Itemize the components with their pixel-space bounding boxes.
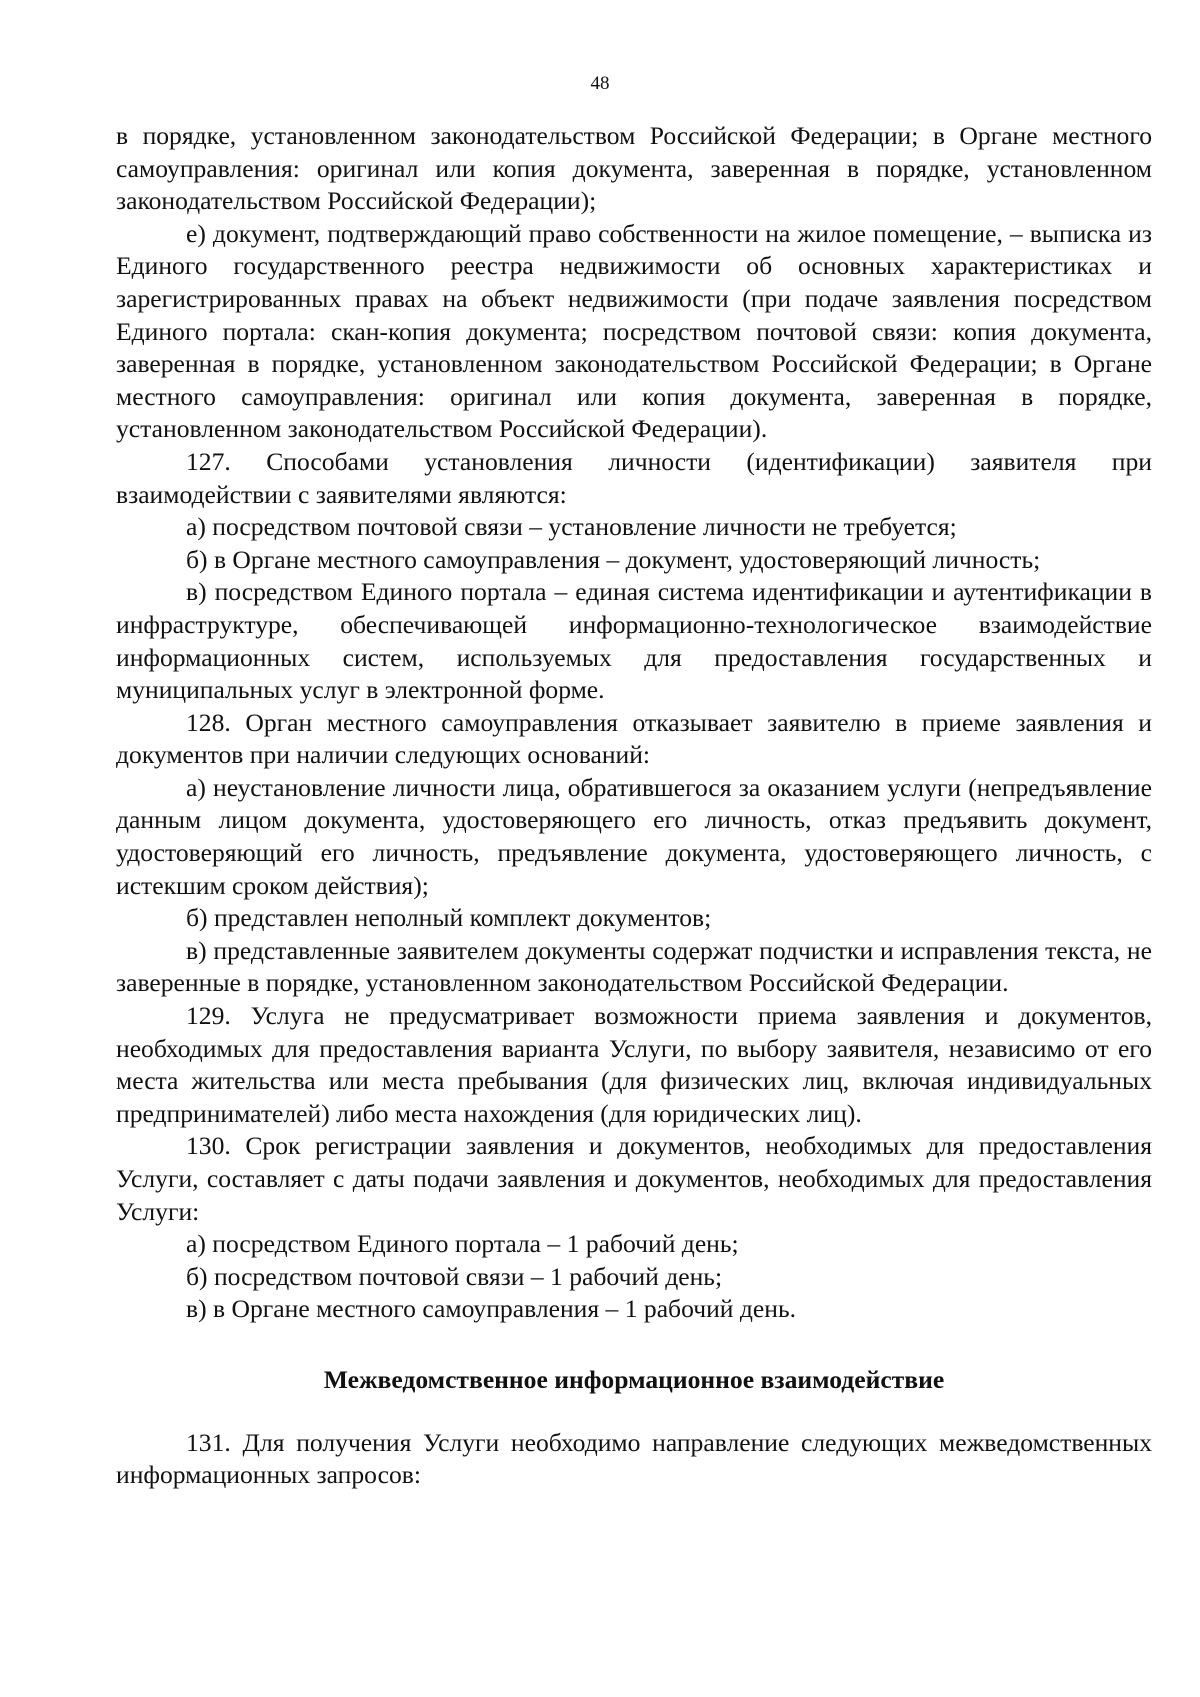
section-heading: Межведомственное информационное взаимодействие [323, 1364, 945, 1394]
paragraph-127: 127. Способами установления личности (идентификации) заявителя при взаимодействии с заявителями являются: [116, 446, 1152, 509]
paragraph-131: 131. Для получения Услуги необходимо направление следующих межведомственных информационных запросов: [116, 1427, 1152, 1490]
paragraph-129: 129. Услуга не предусматривает возможности приема заявления и документов, необходимых для предоставления варианта Услуги, по выбору заявителя, независимо от его места жительства или места пребывания (для физических лиц, включая индивидуальных предпринимателей) либо места нахождения (для юридических лиц). [116, 1001, 1152, 1128]
paragraph-128: 128. Орган местного самоуправления отказывает заявителю в приеме заявления и документов при наличии следующих оснований: [116, 707, 1152, 770]
paragraph-128-a: а) неустановление личности лица, обратившегося за оказанием услуги (непредъявление данным лицом документа, удостоверяющего его личность, отказ предъявить документ, удостоверяющий его личность, предъявление документа, удостоверяющего личность, с истекшим сроком действия); [116, 772, 1152, 900]
paragraph-130-v: в) в Органе местного самоуправления – 1 рабочий день. [186, 1294, 797, 1324]
paragraph-item-e: е) документ, подтверждающий право собственности на жилое помещение, – выписка из Единого государственного реестра недвижимости об основных характеристиках и зарегистрированных правах на объект недвижимости (при подаче заявления посредством Единого портала: скан-копия документа; посредством почтовой связи: копия документа, заверенная в порядке, установленном законодательством Российской Федерации; в Органе местного самоуправления: оригинал или копия документа, заверенная в порядке, установленном законодательством Российской Федерации). [116, 218, 1152, 444]
paragraph-130-a: а) посредством Единого портала – 1 рабочий день; [186, 1229, 739, 1259]
paragraph-127-a: а) посредством почтовой связи – установление личности не требуется; [186, 512, 957, 542]
paragraph-130-b: б) посредством почтовой связи – 1 рабочий день; [186, 1261, 723, 1291]
paragraph-continuation: в порядке, установленном законодательством Российской Федерации; в Органе местного самоуправления: оригинал или копия документа, заверенная в порядке, установленном законодательством Российской Федерации); [116, 121, 1152, 216]
document-body [116, 120, 1152, 1492]
paragraph-130: 130. Срок регистрации заявления и документов, необходимых для предоставления Услуги, составляет с даты подачи заявления и документов, необходимых для предоставления Услуги: [116, 1131, 1152, 1226]
paragraph-127-b: б) в Органе местного самоуправления – документ, удостоверяющий личность; [186, 544, 1041, 574]
paragraph-127-v: в) посредством Единого портала – единая система идентификации и аутентификации в инфраструктуре, обеспечивающей информационно-технологическое взаимодействие информационных систем, используемых для предоставления государственных и муниципальных услуг в электронной форме. [116, 577, 1152, 705]
page-number: 48 [590, 73, 610, 94]
paragraph-128-v: в) представленные заявителем документы содержат подчистки и исправления текста, не заверенные в порядке, установленном законодательством Российской Федерации. [116, 935, 1152, 998]
paragraph-128-b: б) представлен неполный комплект документов; [186, 903, 712, 933]
